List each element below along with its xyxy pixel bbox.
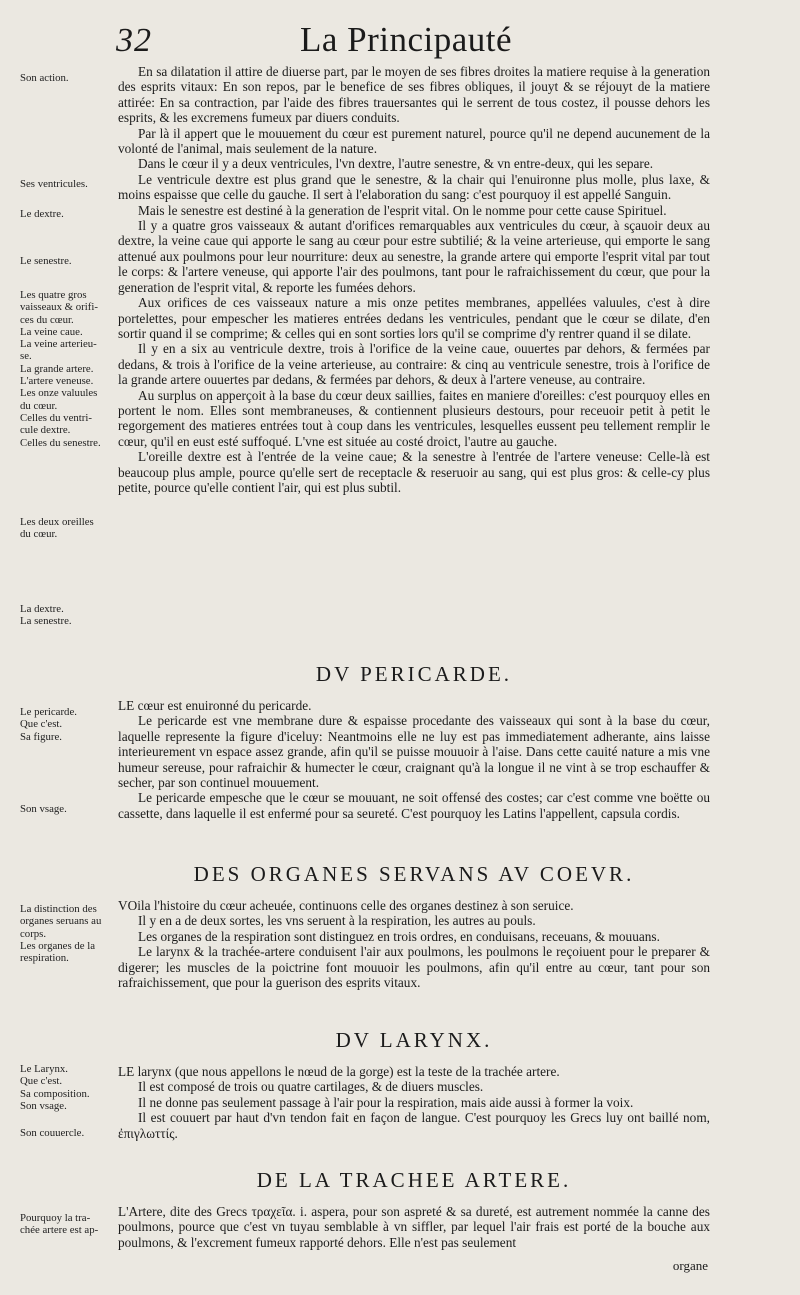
margin-note-line: Celles du senestre.: [20, 436, 101, 449]
margin-note-line: La grande artere.: [20, 362, 94, 375]
margin-note: [20, 903, 118, 964]
margin-note: [20, 603, 118, 628]
margin-note-line: Que c'est.: [20, 718, 63, 731]
margin-note-line: Les onze valuules: [20, 387, 98, 400]
margin-note-line: Le dextre.: [20, 208, 64, 220]
paragraph: VOila l'histoire du cœur acheuée, continuons celle des organes destinez à son seruice.: [118, 898, 574, 913]
margin-note-line: La veine caue.: [20, 325, 83, 338]
margin-note-line: Que c'est.: [20, 1075, 63, 1088]
margin-note-line: du cœur.: [20, 528, 58, 541]
paragraph: L'Artere, dite des Grecs τραχεῖα. i. aspera, pour son aspreté & sa dureté, est autrement nommée la canne des poulmons, pource que c'est vn tuyau semblable à vn siffler, par lequel l'air frais est porté de la bouche aux poulmons, & l'excrement fumeux rapporté dehors. Elle n'est pas seulement: [118, 1204, 710, 1250]
paragraph: Il y a quatre gros vaisseaux & autant d'orifices remarquables aux ventricules du cœur, à sçauoir deux au dextre, la veine caue qui apporte le sang au cœur pour estre subtilié; & la veine arterieuse, qui emporte le sang attenué aux poulmons pour leur nourriture: deux au senestre, la grande artere qui emporte l'esprit vital par tout le corps: & l'artere veneuse, qui apporte l'air des poulmons, tant pour le rafraichissement du cœur, que pour la generation de l'esprit vital, & reporte les fumées dehors.: [118, 218, 710, 295]
margin-note: [20, 72, 118, 84]
margin-note-line: ces du cœur.: [20, 313, 74, 326]
margin-note-line: La senestre.: [20, 615, 72, 628]
margin-note: [20, 289, 118, 449]
margin-note: [20, 208, 118, 220]
paragraph: Il est composé de trois ou quatre cartilages, & de diuers muscles.: [138, 1079, 484, 1095]
paragraph: Il est couuert par haut d'vn tendon fait en façon de langue. C'est pourquoy les Grecs luy ont baillé nom, ἐπιγλωττίς.: [118, 1110, 710, 1141]
margin-note-line: Son vsage.: [20, 1099, 67, 1112]
margin-note-line: La distinction des: [20, 903, 97, 915]
section-body: [118, 698, 710, 821]
margin-note-line: La dextre.: [20, 603, 64, 615]
paragraph: Il y en a de deux sortes, les vns seruent à la respiration, les autres au pouls.: [138, 913, 536, 929]
margin-note-line: Le pericarde.: [20, 706, 77, 718]
margin-note-line: Son couuercle.: [20, 1127, 85, 1139]
paragraph: L'oreille dextre est à l'entrée de la veine caue; & la senestre à l'entrée de l'artere veneuse: Celle-là est beaucoup plus ample, pource qu'elle sert de receptacle & reseruoir au sang, qui est plus gros: & celle-cy plus petite, pource qu'elle contient l'air, qui est plus subtil.: [118, 449, 710, 495]
paragraph: En sa dilatation il attire de diuerse part, par le moyen de ses fibres droites la matiere requise à la generation des esprits vitaux: En son repos, par le benefice de ses fibres obliques, il jouyt & se réjouyt de la matiere attirée: En sa contraction, par l'aide des fibres trauersantes qui le serrent de tous costez, il pousse dehors les esprits, & les excremens fumeux par diuers conduits.: [118, 64, 710, 126]
margin-note-line: Les quatre gros: [20, 289, 87, 301]
paragraph: Le pericarde empesche que le cœur se mouuant, ne soit offensé des costes; car c'est comme vne boëtte ou cassette, dans laquelle il est enfermé pour sa seureté. C'est pourquoy les Latins l'appellent, capsula cordis.: [118, 790, 710, 821]
paragraph: Les organes de la respiration sont distinguez en trois ordres, en conduisans, receuans, & mouuans.: [138, 928, 660, 944]
section-heading: DE LA TRACHEE ARTERE.: [256, 1168, 572, 1192]
margin-note-line: Les organes de la: [20, 939, 96, 952]
margin-note: [20, 706, 118, 743]
paragraph: LE cœur est enuironné du pericarde.: [118, 698, 312, 713]
paragraph: Au surplus on apperçoit à la base du cœur deux saillies, faites en maniere d'oreilles: c'est pourquoy elles en portent le nom. Elles sont membraneuses, & contiennent plusieurs destours, pour receuoir petit à petit le regorgement des matieres entrées tout à coup dans les ventricules, lesquelles eussent peu tellement remplir le cœur, qu'il en eust esté suffoqué. L'vne est située au costé droict, l'autre au gauche.: [118, 387, 710, 449]
margin-note: [20, 1063, 118, 1112]
paragraph: Il ne donne pas seulement passage à l'air pour la respiration, mais aide aussi à former la voix.: [138, 1094, 634, 1110]
margin-note-line: Son vsage.: [20, 803, 67, 815]
paragraph: Aux orifices de ces vaisseaux nature a mis onze petites membranes, appellées valuules, c'est à dire portelettes, pour empescher les matieres entrées dedans les ventricules, pendant que le cœur se dilate, d'en sortir quand il se comprime; & celles qui en sont sorties lors qu'il se comprime d'y rentrer quand il se dilate.: [118, 295, 710, 341]
margin-note-line: vaisseaux & orifi-: [20, 301, 98, 314]
margin-note-line: Son action.: [20, 72, 69, 84]
margin-note: [20, 255, 118, 267]
margin-note-line: respiration.: [20, 952, 69, 965]
margin-note-line: Ses ventricules.: [20, 178, 88, 190]
margin-note-line: organes seruans au: [20, 915, 102, 928]
section-heading: DV PERICARDE.: [315, 662, 513, 686]
section-body: [118, 898, 710, 990]
page-number: 32: [116, 22, 152, 59]
section-body: [118, 1064, 710, 1141]
margin-note-line: L'artere veneuse.: [20, 375, 94, 388]
margin-note-line: cule dextre.: [20, 424, 71, 437]
paragraph: Le ventricule dextre est plus grand que le senestre, & la chair qui l'enuironne plus molle, plus laxe, & moins espaisse que celle du gauche. Il sert à l'elaboration du sang: c'est pourquoy il est appellé Sanguin.: [118, 171, 710, 203]
running-title: La Principauté: [300, 20, 513, 59]
margin-note-line: chée artere est ap-: [20, 1224, 99, 1237]
margin-note-line: Le senestre.: [20, 255, 72, 267]
margin-note-line: Sa figure.: [20, 730, 62, 743]
margin-note-line: du cœur.: [20, 399, 58, 412]
section-heading: DES ORGANES SERVANS AV COEVR.: [193, 862, 635, 886]
margin-note-line: Pourquoy la tra-: [20, 1212, 91, 1224]
margin-note-line: Les deux oreilles: [20, 516, 94, 528]
section-heading: DV LARYNX.: [335, 1028, 493, 1052]
section-body: [118, 64, 710, 495]
margin-note: [20, 1212, 118, 1237]
page-header: [0, 18, 800, 66]
paragraph: LE larynx (que nous appellons le nœud de la gorge) est la teste de la trachée artere.: [118, 1064, 560, 1079]
margin-note: [20, 516, 118, 541]
margin-note: [20, 803, 118, 815]
margin-note: [20, 178, 118, 190]
margin-note-line: Celles du ventri-: [20, 411, 92, 424]
margin-note-line: Le Larynx.: [20, 1063, 68, 1075]
margin-note-line: La veine arterieu-: [20, 338, 97, 351]
margin-note-line: Sa composition.: [20, 1087, 90, 1100]
paragraph: Mais le senestre est destiné à la generation de l'esprit vital. On le nomme pour cette cause Spirituel.: [138, 202, 667, 218]
section-body: [118, 1204, 710, 1250]
paragraph: Il y en a six au ventricule dextre, trois à l'orifice de la veine caue, ouuertes par dehors, & fermées par dedans, & trois à l'orifice de la veine arterieuse, au contraire: & cinq au ventricule senestre, trois à l'orifice de la grande artere ouuertes par dedans, & fermées par dehors, & deux à l'artere veneuse, au contraire.: [118, 341, 710, 388]
paragraph: Le pericarde est vne membrane dure & espaisse procedante des vaisseaux qui sont à la base du cœur, laquelle represente la figure d'iceluy: Neantmoins elle ne luy est pas immediatement adherante, ains laisse interieurement vn espace assez grande, afin qu'il se puisse mouuoir à l'aise. Dans cette cauité nature a mis vne humeur sereuse, pour rafraichir & humecter le cœur, craignant qu'à la longue il ne vint à se trop eschauffer & secher, par son continuel mouuement.: [118, 713, 710, 791]
margin-note-line: corps.: [20, 927, 47, 940]
paragraph: Le larynx & la trachée-artere conduisent l'air aux poulmons, les poulmons le reçoiuent pour le preparer & digerer; les muscles de la poictrine font mouuoir les poulmons, afin qu'il entre au cœur, tant pour son rafraichissement, que pour la guerison des esprits vitaux.: [118, 944, 710, 991]
catchword: organe: [672, 1258, 708, 1273]
paragraph: Par là il appert que le mouuement du cœur est purement naturel, pource qu'il ne depend aucunement de la volonté de l'animal, mais seulement de la nature.: [118, 125, 710, 157]
margin-note-line: se.: [20, 350, 32, 363]
paragraph: Dans le cœur il y a deux ventricules, l'vn dextre, l'autre senestre, & vn entre-deux, qui les separe.: [138, 156, 654, 172]
margin-note: [20, 1127, 118, 1139]
